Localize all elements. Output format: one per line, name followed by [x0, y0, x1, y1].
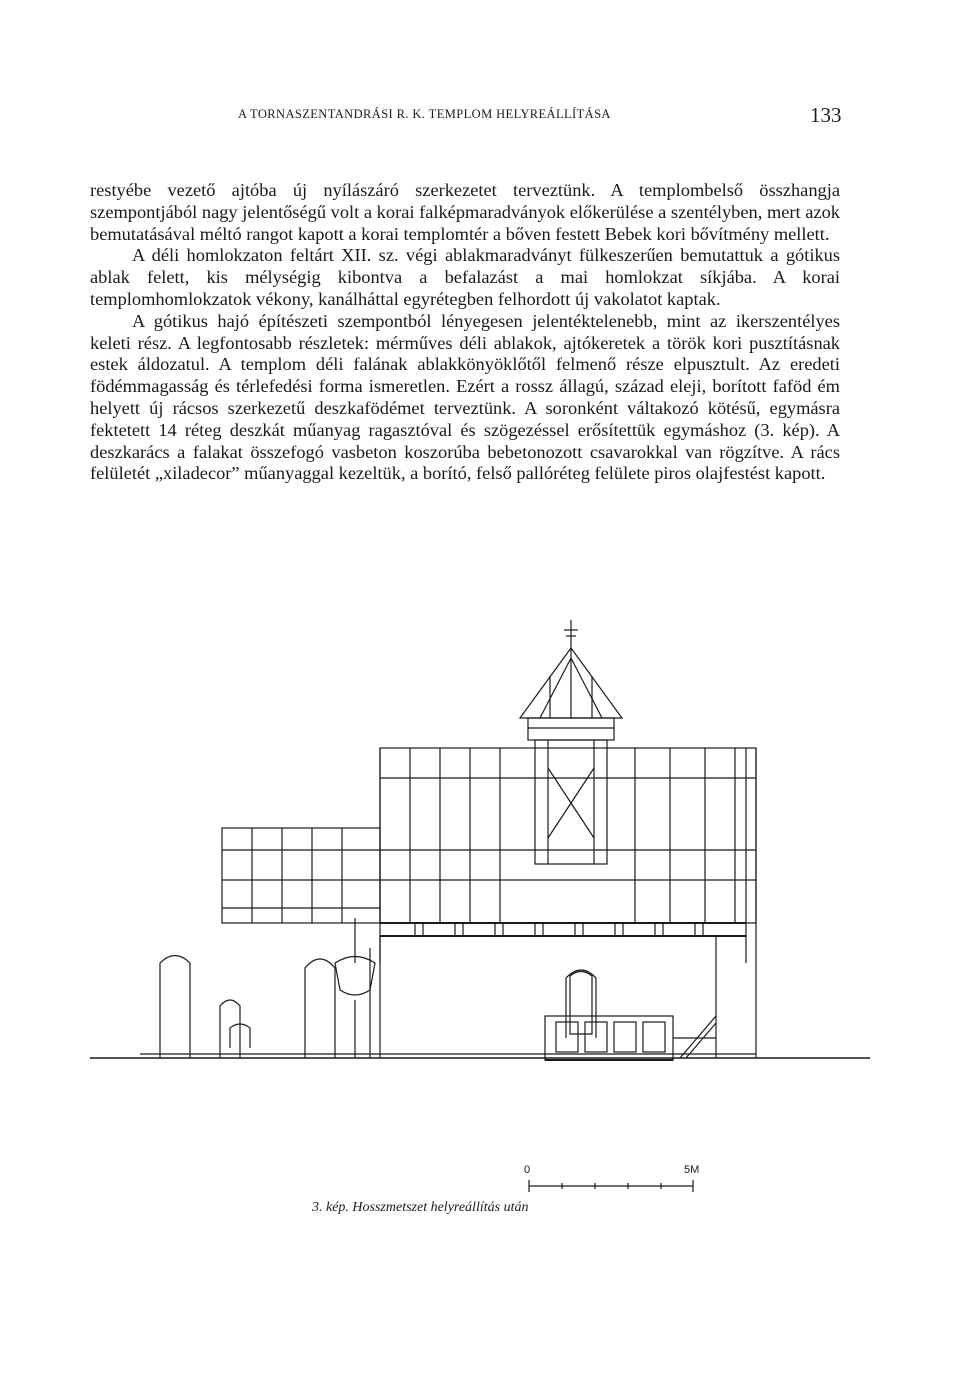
longitudinal-section-drawing	[80, 618, 880, 1198]
figure-caption: 3. kép. Hosszmetszet helyreállítás után	[312, 1200, 529, 1215]
paragraph: A gótikus hajó építészeti szempontból lényegesen jelentéktelenebb, mint az ikerszentélyes keleti rész. A legfontosabb részletek: mérműves déli ablakok, ajtókeretek a török kori pusztításnak estek áldozatul. A templom déli falának ablakkönyöklőtől felmenő része elpusztult. Az eredeti födémmagasság és térlefedési forma ismeretlen. Ezért a rossz állagú, század eleji, borított faföd ém helyett új rácsos szerkezetű deszkafödémet terveztünk. A soronként váltakozó kötésű, egymásra fektetett 14 réteg deszkát műanyag ragasztóval és szögezéssel erősítettük egymáshoz (3. kép). A deszkarács a falakat összefogó vasbeton koszorúba bebetonozott csavarokkal van rögzítve. A rács felületét „xiladecor” műanyaggal kezeltük, a borító, felső pallóréteg felülete piros olajfestést kapott.	[90, 310, 840, 484]
paragraph: A déli homlokzaton feltárt XII. sz. végi ablakmaradványt fülkeszerűen bemutattuk a gótikus ablak felett, kis mélységig kibontva a befalazást a mai homlokzat síkjába. A korai templomhomlokzatok vékony, kanálháttal egyrétegben felhordott új vakolatot kaptak.	[90, 245, 840, 309]
running-title: A TORNASZENTANDRÁSI R. K. TEMPLOM HELYREÁLLÍTÁSA	[238, 107, 611, 121]
paragraph: restyébe vezető ajtóba új nyílászáró szerkezetet terveztünk. A templombelső összhangja szempontjából nagy jelentőségű volt a korai falképmaradványok előkerülése a szentélyben, mert azok bemutatásával méltó rangot kapott a korai templomtér a bőven festett Bebek kori bővítmény mellett.	[90, 180, 840, 244]
scale-end-label: 5M	[684, 1164, 700, 1176]
scale-start-label: 0	[524, 1164, 531, 1176]
page-number: 133	[810, 103, 842, 127]
body-text	[90, 180, 840, 485]
